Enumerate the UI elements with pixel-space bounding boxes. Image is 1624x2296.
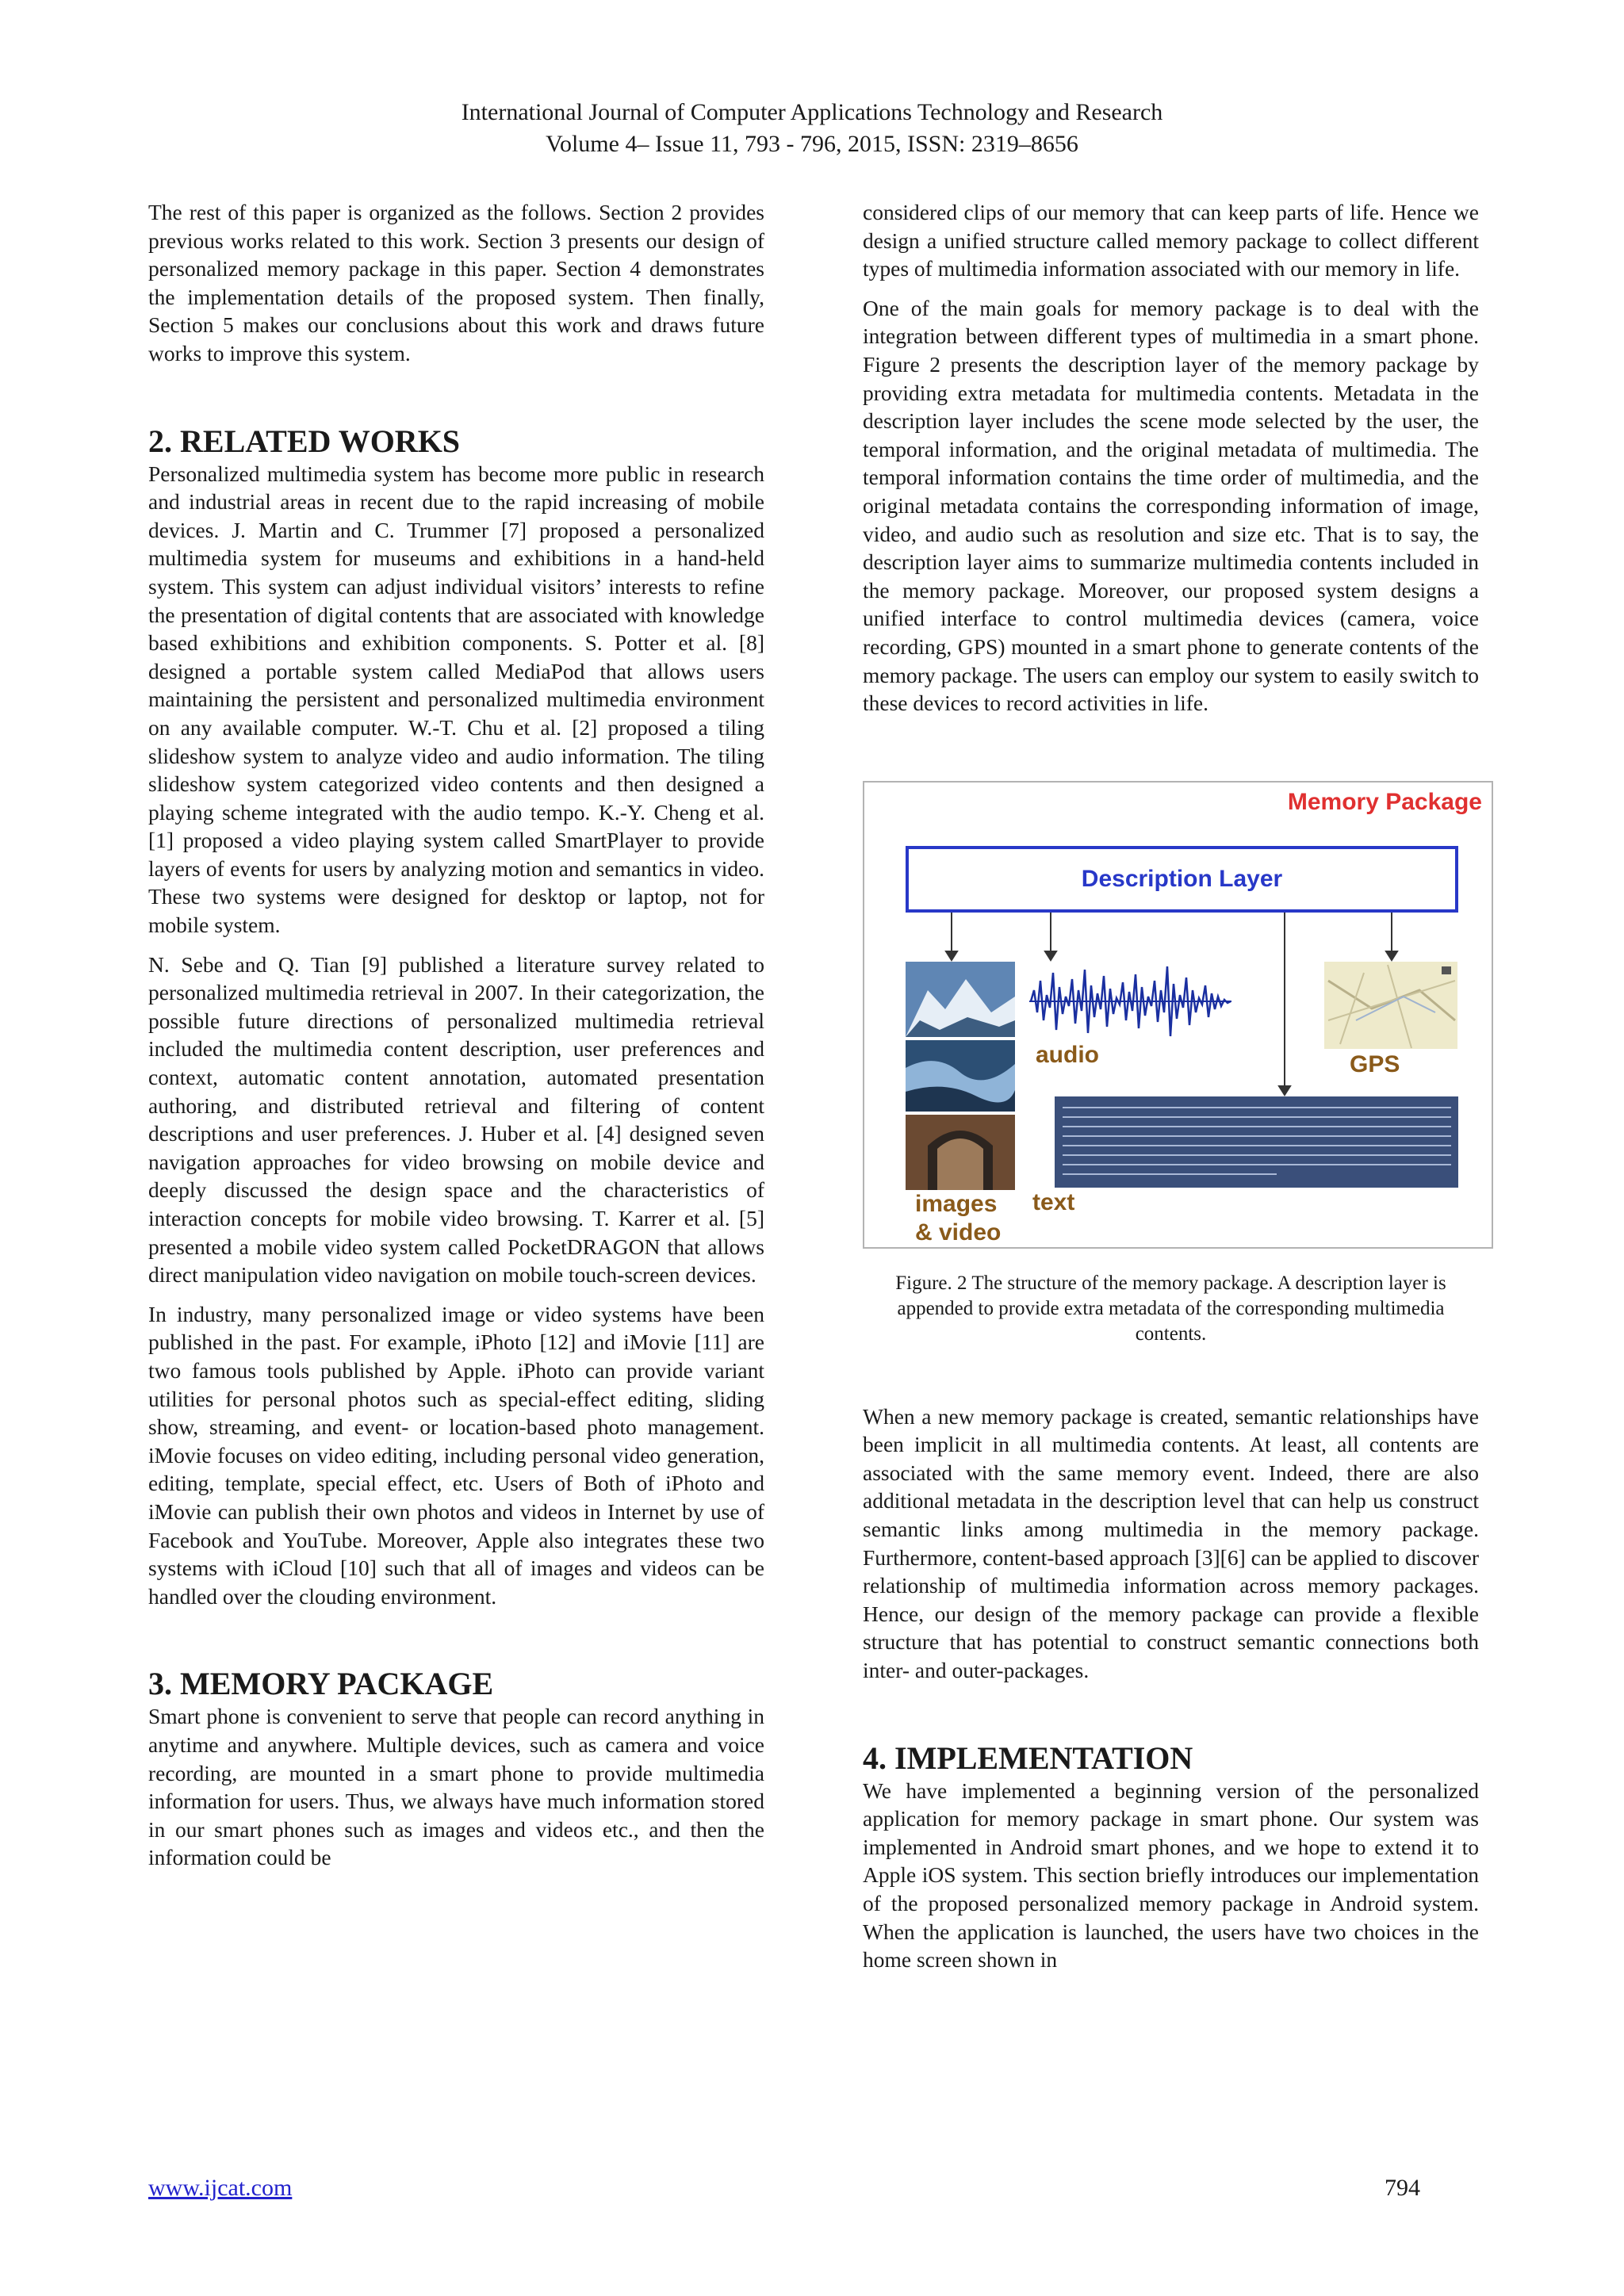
- journal-name: International Journal of Computer Applications Technology and Research: [461, 99, 1163, 125]
- archway-photo: [906, 1115, 1015, 1190]
- section2-paragraph-1: Personalized multimedia system has become more public in research and industrial areas in recent due to the rapid increasing of mobile devices. J. Martin and C. Trummer [7] proposed a personalized multimedia system for museums and exhibitions in a hand-held system. This system can adjust individual visitors’ interests to refine the presentation of digital contents that are associated with knowledge based exhibitions and exhibition components. S. Potter et al. [8] designed a portable system called MediaPod that allows users maintaining the persistent and personalized multimedia environment on any available computer. W.-T. Chu et al. [2] proposed a tiling slideshow system to analyze video and audio information. The tiling slideshow system categorized video contents and then designed a playing scheme integrated with the audio tempo. K.-Y. Cheng et al. [1] proposed a video playing system called SmartPlayer to provide layers of events for users by analyzing motion and semantics in video. These two systems were designed for desktop or laptop, not for mobile system.: [148, 461, 764, 938]
- page-number: 794: [1385, 2175, 1420, 2201]
- text-label: text: [1032, 1188, 1075, 1215]
- figure-2-caption: Figure. 2 The structure of the memory package. A description layer is appended to provide extra metadata of the corresponding multimedia contents.: [895, 1272, 1446, 1345]
- left-column: [148, 198, 764, 1872]
- text-content-block: [1055, 1096, 1458, 1188]
- section4-paragraph-1: We have implemented a beginning version of the personalized application for memory package in smart phone. Our system was implemented in Android smart phones, and we hope to extend it to Apple iOS system. This section briefly introduces our implementation of the proposed personalized memory package in Android system. When the application is launched, the users have two choices in the home screen shown in: [863, 1777, 1479, 1973]
- images-video-label: [915, 1190, 1001, 1247]
- figure-diagram: [864, 783, 1495, 1250]
- running-header: [0, 97, 1624, 160]
- memory-package-paragraph-2: One of the main goals for memory package is to deal with the integration between different types of multimedia in a smart phone. Figure 2 presents the description layer of the memory package by providing extra metadata for multimedia contents. Metadata in the description layer includes the scene mode selected by the user, the temporal information, and the original metadata of multimedia. The temporal information contains the time order of multimedia, and the original metadata contains the corresponding information of image, video, and audio such as resolution and size etc. That is to say, the description layer aims to summarize multimedia contents included in the memory package. Moreover, our proposed system designs a unified interface to control multimedia devices (camera, voice recording, GPS) mounted in a smart phone to generate contents of the memory package. The users can employ our system to easily switch to these devices to record activities in life.: [863, 295, 1479, 716]
- images-label-line-1: images: [915, 1190, 998, 1217]
- ocean-photo: [906, 1040, 1015, 1112]
- figure-title: Memory Package: [1287, 788, 1482, 815]
- memory-package-paragraph-3: When a new memory package is created, semantic relationships have been implicit in all multimedia contents. At least, all contents are associated with the same memory event. Indeed, there are also additional metadata in the description level that can help us construct semantic links among multimedia in the memory package. Furthermore, content-based approach [3][6] can be applied to discover relationship of multimedia information across memory packages. Hence, our design of the memory package can provide a flexible structure that has potential to construct semantic connections both inter- and outer-packages.: [863, 1403, 1479, 1683]
- gps-map: [1324, 962, 1457, 1049]
- section3-paragraph-1: Smart phone is convenient to serve that people can record anything in anytime and anywhere. Multiple devices, such as camera and voice recording, are mounted in a smart phone to provide multimedia information for users. Thus, we always have much information stored in our smart phones such as images and videos etc., and then the information could be: [148, 1704, 764, 1870]
- volume-info: Volume 4– Issue 11, 793 - 796, 2015, ISSN: 2319–8656: [546, 131, 1078, 157]
- description-layer-box: Description Layer: [906, 846, 1458, 913]
- memory-package-paragraph-1: considered clips of our memory that can keep parts of life. Hence we design a unified structure called memory package to collect different types of multimedia information associated with our memory in life.: [863, 200, 1479, 281]
- section2-paragraph-2: N. Sebe and Q. Tian [9] published a literature survey related to personalized multimedia retrieval in 2007. In their categorization, the possible future directions of personalized multimedia retrieval included the multimedia content description, user preferences and context, automatic content annotation, automated presentation authoring, and distributed retrieval and filtering of content descriptions and user preferences. J. Huber et al. [4] designed seven navigation approaches for video browsing on mobile device and deeply discussed the design space and the characteristics of interaction concepts for mobile video browsing. T. Karrer et al. [5] presented a mobile video system called PocketDRAGON that allows direct manipulation video navigation on mobile touch-screen devices.: [148, 951, 764, 1288]
- section4-heading: 4. IMPLEMENTATION: [863, 1739, 1193, 1776]
- section2-paragraph-3: In industry, many personalized image or video systems have been published in the past. For example, iPhoto [12] and iMovie [11] are two famous tools published by Apple. iPhoto can provide variant utilities for personal photos such as special-effect editing, sliding show, streaming, and event- or location-based photo management. iMovie focuses on video editing, including personal video generation, editing, template, special effect, etc. Users of Both of iPhoto and iMovie can publish their own photos and videos in Internet by use of Facebook and YouTube. Moreover, Apple also integrates these two systems with iCloud [10] such that all of images and videos can be handled over the clouding environment.: [148, 1301, 764, 1609]
- audio-label: audio: [1036, 1041, 1099, 1068]
- figure-2-memory-package: [863, 781, 1493, 1249]
- intro-paragraph: The rest of this paper is organized as the follows. Section 2 provides previous works related to this work. Section 3 presents our design of personalized memory package in this paper. Section 4 demonstrates the implementation details of the proposed system. Then finally, Section 5 makes our conclusions about this work and draws future works to improve this system.: [148, 200, 764, 365]
- mountain-photo: [906, 962, 1015, 1037]
- section2-heading: 2. RELATED WORKS: [148, 423, 461, 459]
- journal-url-link[interactable]: www.ijcat.com: [148, 2175, 293, 2201]
- gps-label: GPS: [1350, 1050, 1400, 1077]
- images-label-line-2: & video: [915, 1219, 1002, 1246]
- section3-heading: 3. MEMORY PACKAGE: [148, 1666, 494, 1702]
- audio-waveform: [1029, 962, 1231, 1041]
- right-column: [863, 198, 1482, 1974]
